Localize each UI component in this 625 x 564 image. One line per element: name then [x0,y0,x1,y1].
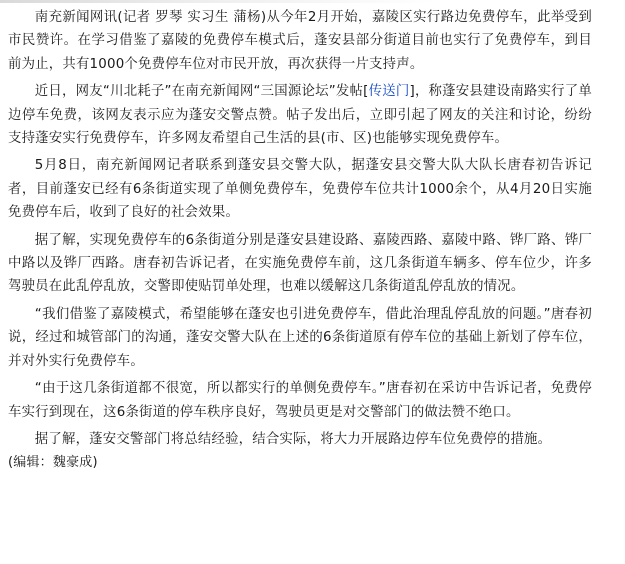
paragraph-3-text: 5月8日，南充新闻网记者联系到蓬安县交警大队，据蓬安县交警大队大队长唐春初告诉记者，目前蓬安已经有6条街道实现了单侧免费停车，免费停车位共计1000余个，从4月20日实施免费停车后，收到了良好的社会效果。 [8,158,592,221]
forum-post-link[interactable]: 传送门 [368,84,410,100]
paragraph-6-text: “由于这几条街道都不很宽，所以都实行的单侧免费停车。”唐春初在采访中告诉记者，免费停车实行到现在，这6条街道的停车秩序良好，驾驶员更是对交警部门的做法赞不绝口。 [8,381,592,420]
paragraph-7 [8,428,592,451]
paragraph-3 [8,154,592,224]
paragraph-2 [8,80,592,150]
article-body [8,6,592,473]
paragraph-5-text: “我们借鉴了嘉陵模式，希望能够在蓬安也引进免费停车，借此治理乱停乱放的问题。”唐春初说，经过和城管部门的沟通，蓬安交警大队在上述的6条街道原有停车位的基础上新划了停车位，并对外实行免费停车。 [8,306,592,369]
paragraph-6 [8,377,592,424]
paragraph-7-text: 据了解，蓬安交警部门将总结经验，结合实际，将大力开展路边停车位免费停的措施。 [34,431,552,447]
editor-credit: (编辑：魏豪成) [8,455,98,471]
paragraph-2-text-start: 近日，网友“川北耗子”在南充新闻网“三国源论坛”发帖[ [34,84,369,100]
top-divider-strip [0,0,625,3]
paragraph-2-text-end: ]，称蓬安县建设南路实行了单边停车免费，该网友表示应为蓬安交警点赞。帖子发出后，立即引起了网友的关注和讨论，纷纷支持蓬安实行免费停车，许多网友希望自己生活的县(市、区)也能够实现免费停车。 [8,84,592,147]
paragraph-4-text: 据了解，实现免费停车的6条街道分别是蓬安县建设路、嘉陵西路、嘉陵中路、铧厂路、铧厂中路以及铧厂西路。唐春初告诉记者，在实施免费停车前，这几条街道车辆多、停车位少，许多驾驶员在此乱停乱放，交警即使贴罚单处理，也难以缓解这几条街道乱停乱放的情况。 [8,232,592,295]
paragraph-4 [8,229,592,299]
paragraph-1 [8,6,592,76]
paragraph-1-text: 南充新闻网讯(记者 罗琴 实习生 蒲杨)从今年2月开始，嘉陵区实行路边免费停车，此举受到市民赞许。在学习借鉴了嘉陵的免费停车模式后，蓬安县部分街道目前也实行了免费停车，到目前为止，共有1000个免费停车位对市民开放，再次获得一片支持声。 [8,10,592,72]
paragraph-5 [8,303,592,373]
